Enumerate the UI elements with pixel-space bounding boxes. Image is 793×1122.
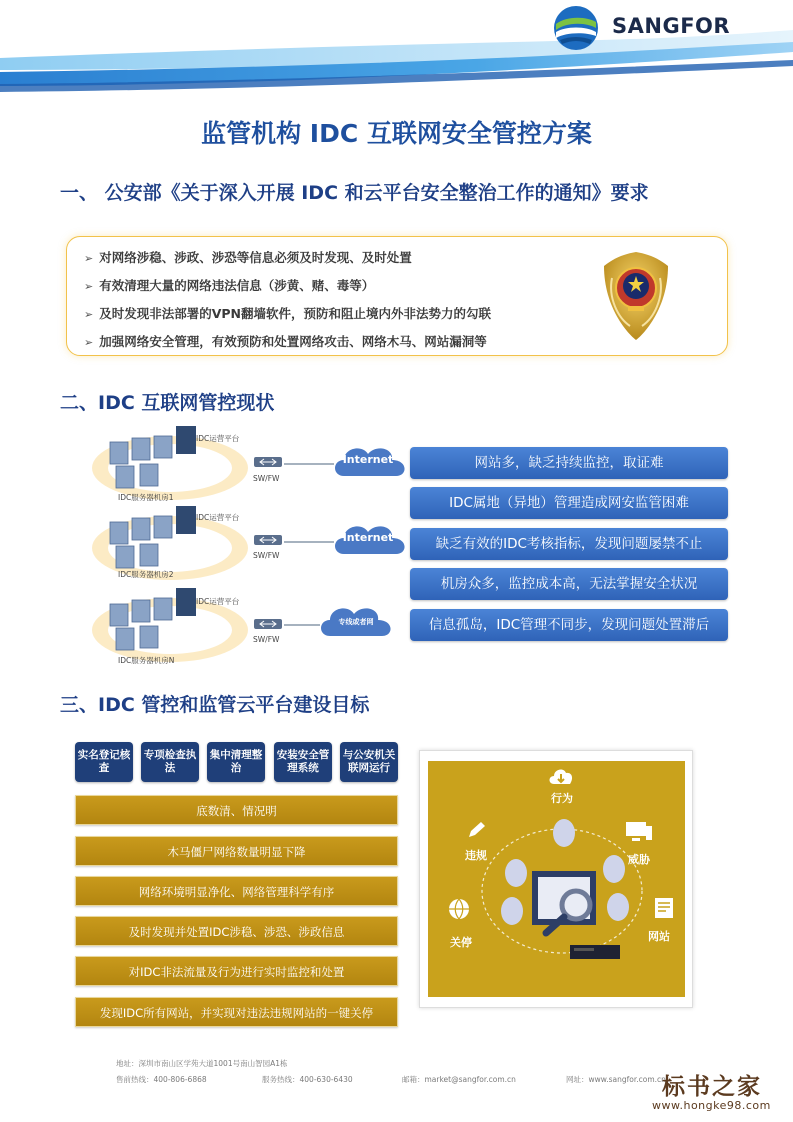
issue-item: 信息孤岛，IDC管理不同步，发现问题处置滞后 [410,609,728,641]
tag-item: 与公安机关联网运行 [340,742,398,782]
goal-item: 发现IDC所有网站，并实现对违法违规网站的一键关停 [75,997,398,1027]
platform-label: 威胁 [628,853,650,866]
platform-label: 行为 [551,792,573,805]
cloud-label: 专线或者网 [338,618,374,626]
section1-heading: 一、 公安部《关于深入开展 IDC 和云平台安全整治工作的通知》要求 [60,182,649,204]
cluster-label: IDC运营平台 [196,434,240,443]
footer-website: 网址：www.sangfor.com.cn [566,1075,666,1084]
computer-icon [624,820,654,844]
cluster-label: IDC服务器机房2 [118,570,174,579]
platform-label: 网站 [648,930,670,943]
switch-label: SW/FW [253,551,280,560]
switch-icon [252,452,284,472]
platform-label: 违规 [465,849,487,862]
cluster-label: IDC运营平台 [196,513,240,522]
switch-icon [252,530,284,550]
switch-label: SW/FW [253,474,280,483]
issue-item: 缺乏有效的IDC考核指标，发现问题屡禁不止 [410,528,728,560]
brand-name: SANGFOR [612,14,731,38]
tag-item: 实名登记核查 [75,742,133,782]
footer-presales: 售前热线：400-806-6868 [116,1075,207,1084]
requirements-list [84,244,491,356]
document-icon [652,896,676,920]
goal-item: 底数清、情况明 [75,795,398,825]
download-cloud-icon [548,766,574,788]
link-line [284,540,334,544]
goal-item: 木马僵尸网络数量明显下降 [75,836,398,866]
goal-item: 对IDC非法流量及行为进行实时监控和处置 [75,956,398,986]
arrow-icon: ➢ [84,336,94,349]
section3-heading: 三、IDC 管控和监管云平台建设目标 [60,694,370,716]
tag-item: 专项检查执法 [141,742,199,782]
platform-label: 关停 [450,936,472,949]
tag-item: 安装安全管理系统 [274,742,332,782]
cluster-label: IDC服务器机房1 [118,493,174,502]
watermark-url: www.hongke98.com [652,1099,771,1112]
footer-service: 服务热线：400-630-6430 [262,1075,353,1084]
cluster-label: IDC运营平台 [196,597,240,606]
police-emblem-icon [598,248,674,344]
goal-item: 网络环境明显净化、网络管理科学有序 [75,876,398,906]
footer-email: 邮箱：market@sangfor.com.cn [402,1075,516,1084]
arrow-icon: ➢ [84,252,94,265]
tag-item: 集中清理整治 [207,742,265,782]
link-line [284,462,334,466]
list-item: ➢ 有效清理大量的网络违法信息（涉黄、赌、毒等） [84,278,375,293]
watermark-text: 标书之家 [662,1073,762,1100]
list-item: ➢ 加强网络安全管理，有效预防和处置网络攻击、网络木马、网站漏洞等 [84,334,487,349]
goal-item: 及时发现并处置IDC涉稳、涉恐、涉政信息 [75,916,398,946]
issue-item: 机房众多，监控成本高，无法掌握安全状况 [410,568,728,600]
issue-item: IDC属地（异地）管理造成网安监管困难 [410,487,728,519]
arrow-icon: ➢ [84,280,94,293]
issue-item: 网站多，缺乏持续监控，取证难 [410,447,728,479]
cloud-label: Internet [342,531,394,544]
cluster-label: IDC服务器机房N [118,656,175,665]
switch-icon [252,614,284,634]
section2-heading: 二、IDC 互联网管控现状 [60,392,275,414]
sangfor-logo-icon [552,4,600,52]
globe-icon [446,896,472,922]
page-title: 监管机构 IDC 互联网安全管控方案 [201,119,592,148]
link-line [284,623,320,627]
list-item: ➢ 对网络涉稳、涉政、涉恐等信息必须及时发现、及时处置 [84,250,412,265]
footer-address: 地址：深圳市南山区学苑大道1001号南山智园A1栋 [116,1059,288,1068]
pencil-icon [466,820,488,840]
list-item: ➢ 及时发现非法部署的VPN翻墙软件，预防和阻止境内外非法势力的勾联 [84,306,492,321]
cloud-label: Internet [342,453,394,466]
switch-label: SW/FW [253,635,280,644]
arrow-icon: ➢ [84,308,94,321]
